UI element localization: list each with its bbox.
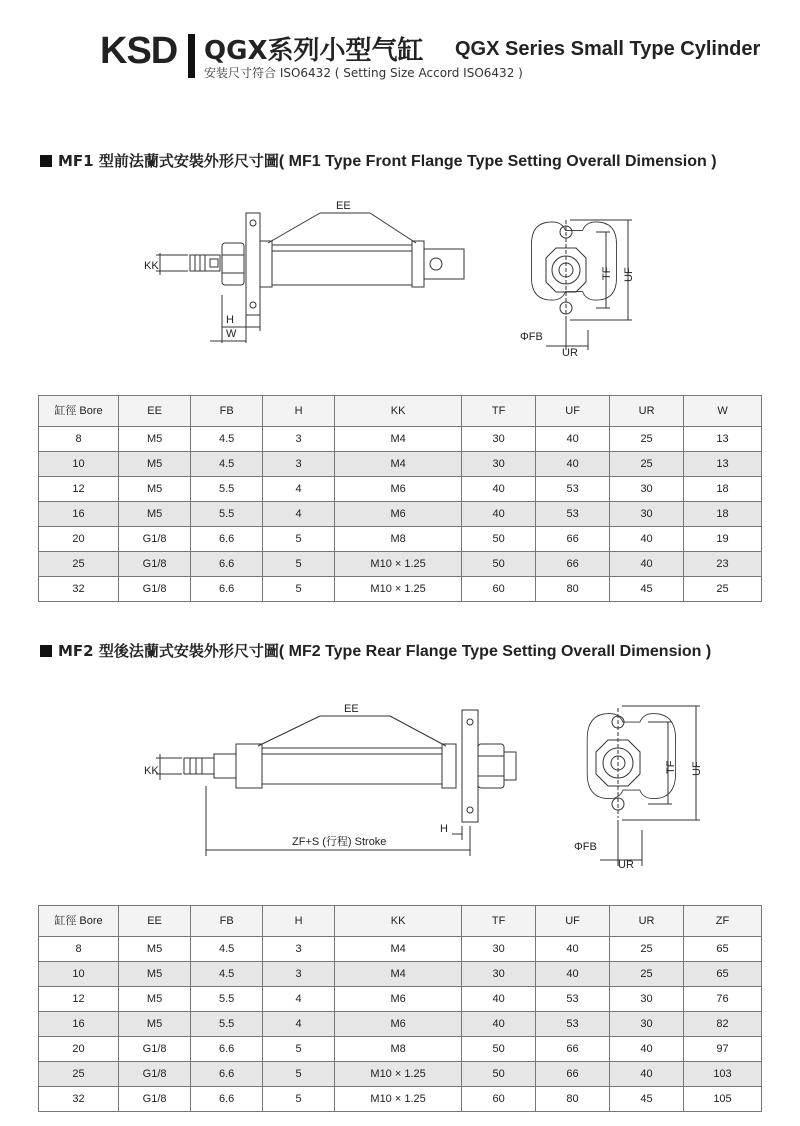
table-cell: 30 (610, 1012, 684, 1037)
table-cell: 8 (39, 937, 119, 962)
table-cell: 5.5 (191, 502, 263, 527)
table-cell: 25 (39, 1062, 119, 1087)
mf1-w-label: W (226, 328, 237, 340)
table-cell: 16 (39, 1012, 119, 1037)
mf1-uf-label: UF (623, 267, 635, 282)
table-cell: 40 (536, 427, 610, 452)
table-cell: 5 (263, 1087, 335, 1112)
table-cell: 80 (536, 1087, 610, 1112)
subtitle: 安装尺寸符合 ISO6432 ( Setting Size Accord ISO6432 ) (204, 66, 523, 80)
table-cell: M8 (335, 527, 462, 552)
table-cell: M5 (119, 987, 191, 1012)
title-en: QGX Series Small Type Cylinder (455, 38, 761, 60)
table-cell: M5 (119, 452, 191, 477)
table-cell: 50 (462, 1062, 536, 1087)
table-cell: M6 (335, 1012, 462, 1037)
mf2-tf-label: TF (665, 760, 677, 774)
table-cell: 66 (536, 527, 610, 552)
column-header: H (263, 396, 335, 427)
table-cell: 76 (684, 987, 762, 1012)
table-cell: 5.5 (191, 477, 263, 502)
brand-divider (188, 34, 195, 78)
table-cell: 5 (263, 1062, 335, 1087)
table-cell: 40 (610, 1062, 684, 1087)
table-cell: 5 (263, 1037, 335, 1062)
table-cell: 45 (610, 577, 684, 602)
table-row (39, 1062, 762, 1087)
table-cell: 32 (39, 1087, 119, 1112)
table-cell: 16 (39, 502, 119, 527)
table-cell: 30 (610, 477, 684, 502)
mf1-title-en: ( MF1 Type Front Flange Type Setting Overall Dimension ) (278, 153, 717, 170)
table-row (39, 552, 762, 577)
table-cell: 66 (536, 1037, 610, 1062)
table-cell: 40 (462, 1012, 536, 1037)
column-header: FB (191, 396, 263, 427)
table-cell: G1/8 (119, 552, 191, 577)
table-cell: 25 (39, 552, 119, 577)
page-header (100, 28, 780, 88)
table-cell: 65 (684, 962, 762, 987)
table-cell: 65 (684, 937, 762, 962)
column-header: W (684, 396, 762, 427)
column-header: TF (462, 396, 536, 427)
table-header-row (39, 906, 762, 937)
mf2-fb-label: ΦFB (574, 841, 597, 853)
bullet-square-icon (40, 645, 52, 657)
table-cell: 4 (263, 987, 335, 1012)
table-cell: 18 (684, 477, 762, 502)
table-row (39, 987, 762, 1012)
table-cell: 30 (610, 987, 684, 1012)
mf1-section-title (40, 150, 717, 171)
mf1-dimension-table (38, 395, 762, 602)
table-cell: 40 (610, 1037, 684, 1062)
table-cell: M8 (335, 1037, 462, 1062)
table-cell: M10 × 1.25 (335, 1087, 462, 1112)
table-cell: 53 (536, 477, 610, 502)
table-cell: 40 (536, 962, 610, 987)
column-header: UR (610, 396, 684, 427)
mf1-h-label: H (226, 314, 234, 326)
table-row (39, 1037, 762, 1062)
table-cell: 4.5 (191, 452, 263, 477)
table-cell: 5 (263, 552, 335, 577)
table-cell: M6 (335, 502, 462, 527)
table-cell: 5 (263, 527, 335, 552)
table-row (39, 1087, 762, 1112)
table-cell: 10 (39, 452, 119, 477)
column-header: KK (335, 396, 462, 427)
table-row (39, 1012, 762, 1037)
table-cell: 5.5 (191, 1012, 263, 1037)
table-cell: G1/8 (119, 577, 191, 602)
table-cell: 20 (39, 527, 119, 552)
table-cell: 60 (462, 1087, 536, 1112)
table-cell: 25 (610, 452, 684, 477)
table-cell: 25 (610, 962, 684, 987)
mf2-uf-label: UF (691, 761, 703, 776)
table-cell: 30 (462, 427, 536, 452)
table-cell: G1/8 (119, 1087, 191, 1112)
table-row (39, 477, 762, 502)
table-cell: 12 (39, 477, 119, 502)
table-cell: M4 (335, 962, 462, 987)
table-cell: 5 (263, 577, 335, 602)
table-cell: 30 (462, 937, 536, 962)
table-cell: 4 (263, 477, 335, 502)
table-cell: M5 (119, 962, 191, 987)
table-cell: 53 (536, 502, 610, 527)
table-cell: 13 (684, 427, 762, 452)
table-row (39, 577, 762, 602)
table-row (39, 527, 762, 552)
mf2-zf-label: ZF+S (行程) Stroke (292, 836, 387, 848)
table-cell: 40 (462, 502, 536, 527)
brand-logo: KSD (100, 30, 178, 72)
table-cell: 66 (536, 1062, 610, 1087)
table-cell: 5.5 (191, 987, 263, 1012)
table-row (39, 502, 762, 527)
table-cell: 18 (684, 502, 762, 527)
table-cell: M4 (335, 937, 462, 962)
mf1-tf-label: TF (601, 266, 613, 280)
mf2-ee-label: EE (344, 703, 359, 715)
column-header: UF (536, 396, 610, 427)
mf1-ee-label: EE (336, 200, 351, 212)
table-cell: M5 (119, 937, 191, 962)
mf2-title-cn: MF2 型後法蘭式安裝外形尺寸圖 (58, 642, 279, 660)
table-cell: M5 (119, 477, 191, 502)
table-cell: 53 (536, 987, 610, 1012)
table-cell: M10 × 1.25 (335, 577, 462, 602)
table-cell: 4.5 (191, 427, 263, 452)
table-cell: 82 (684, 1012, 762, 1037)
table-cell: 19 (684, 527, 762, 552)
table-cell: 13 (684, 452, 762, 477)
table-cell: 4.5 (191, 937, 263, 962)
table-cell: 45 (610, 1087, 684, 1112)
table-cell: 12 (39, 987, 119, 1012)
table-cell: M5 (119, 427, 191, 452)
table-cell: 3 (263, 937, 335, 962)
table-cell: 6.6 (191, 1062, 263, 1087)
table-cell: 4 (263, 1012, 335, 1037)
table-cell: 40 (610, 552, 684, 577)
table-cell: 6.6 (191, 577, 263, 602)
table-cell: 25 (610, 937, 684, 962)
column-header: UF (536, 906, 610, 937)
table-cell: M10 × 1.25 (335, 1062, 462, 1087)
table-cell: 3 (263, 962, 335, 987)
table-cell: 3 (263, 427, 335, 452)
mf1-side-view-drawing (140, 195, 500, 355)
table-cell: 105 (684, 1087, 762, 1112)
table-cell: M5 (119, 502, 191, 527)
mf1-ur-label: UR (562, 347, 578, 359)
column-header: KK (335, 906, 462, 937)
table-row (39, 427, 762, 452)
mf2-dimension-table (38, 905, 762, 1112)
table-cell: M10 × 1.25 (335, 552, 462, 577)
table-cell: 6.6 (191, 527, 263, 552)
table-cell: 23 (684, 552, 762, 577)
column-header: EE (119, 906, 191, 937)
table-header-row (39, 396, 762, 427)
table-cell: 40 (462, 477, 536, 502)
table-cell: 80 (536, 577, 610, 602)
table-row (39, 937, 762, 962)
table-cell: G1/8 (119, 1062, 191, 1087)
table-cell: 4 (263, 502, 335, 527)
table-cell: 50 (462, 527, 536, 552)
mf2-side-view-drawing (140, 690, 530, 865)
column-header: H (263, 906, 335, 937)
table-cell: G1/8 (119, 1037, 191, 1062)
table-cell: 66 (536, 552, 610, 577)
table-cell: M6 (335, 477, 462, 502)
table-cell: 10 (39, 962, 119, 987)
table-cell: 30 (610, 502, 684, 527)
table-cell: 3 (263, 452, 335, 477)
table-cell: 30 (462, 962, 536, 987)
column-header-bore: 缸徑 Bore (39, 396, 119, 427)
table-cell: 32 (39, 577, 119, 602)
table-cell: 6.6 (191, 552, 263, 577)
mf1-end-view-drawing (510, 210, 660, 360)
table-cell: 40 (610, 527, 684, 552)
table-cell: 4.5 (191, 962, 263, 987)
table-cell: 40 (462, 987, 536, 1012)
column-header: ZF (684, 906, 762, 937)
table-row (39, 962, 762, 987)
table-cell: 97 (684, 1037, 762, 1062)
table-cell: 40 (536, 452, 610, 477)
mf2-h-label: H (440, 823, 448, 835)
table-cell: 25 (610, 427, 684, 452)
mf1-title-cn: MF1 型前法蘭式安裝外形尺寸圖 (58, 152, 279, 170)
table-cell: 50 (462, 552, 536, 577)
title-cn: QGX系列小型气缸 (204, 36, 424, 66)
table-cell: G1/8 (119, 527, 191, 552)
table-cell: 103 (684, 1062, 762, 1087)
table-cell: 25 (684, 577, 762, 602)
table-cell: 6.6 (191, 1037, 263, 1062)
column-header-bore: 缸徑 Bore (39, 906, 119, 937)
mf2-end-view-drawing (560, 700, 720, 870)
table-cell: 40 (536, 937, 610, 962)
table-cell: M5 (119, 1012, 191, 1037)
table-cell: 60 (462, 577, 536, 602)
table-cell: 20 (39, 1037, 119, 1062)
column-header: FB (191, 906, 263, 937)
column-header: UR (610, 906, 684, 937)
mf1-fb-label: ΦFB (520, 331, 543, 343)
table-cell: 30 (462, 452, 536, 477)
table-cell: M4 (335, 427, 462, 452)
table-cell: 8 (39, 427, 119, 452)
table-row (39, 452, 762, 477)
table-cell: 50 (462, 1037, 536, 1062)
table-cell: M4 (335, 452, 462, 477)
mf2-ur-label: UR (618, 859, 634, 870)
column-header: TF (462, 906, 536, 937)
bullet-square-icon (40, 155, 52, 167)
mf2-title-en: ( MF2 Type Rear Flange Type Setting Overall Dimension ) (278, 643, 712, 660)
table-cell: M6 (335, 987, 462, 1012)
mf2-section-title (40, 640, 711, 661)
mf1-kk-label: KK (144, 260, 159, 272)
column-header: EE (119, 396, 191, 427)
table-cell: 53 (536, 1012, 610, 1037)
table-cell: 6.6 (191, 1087, 263, 1112)
mf2-kk-label: KK (144, 765, 159, 777)
